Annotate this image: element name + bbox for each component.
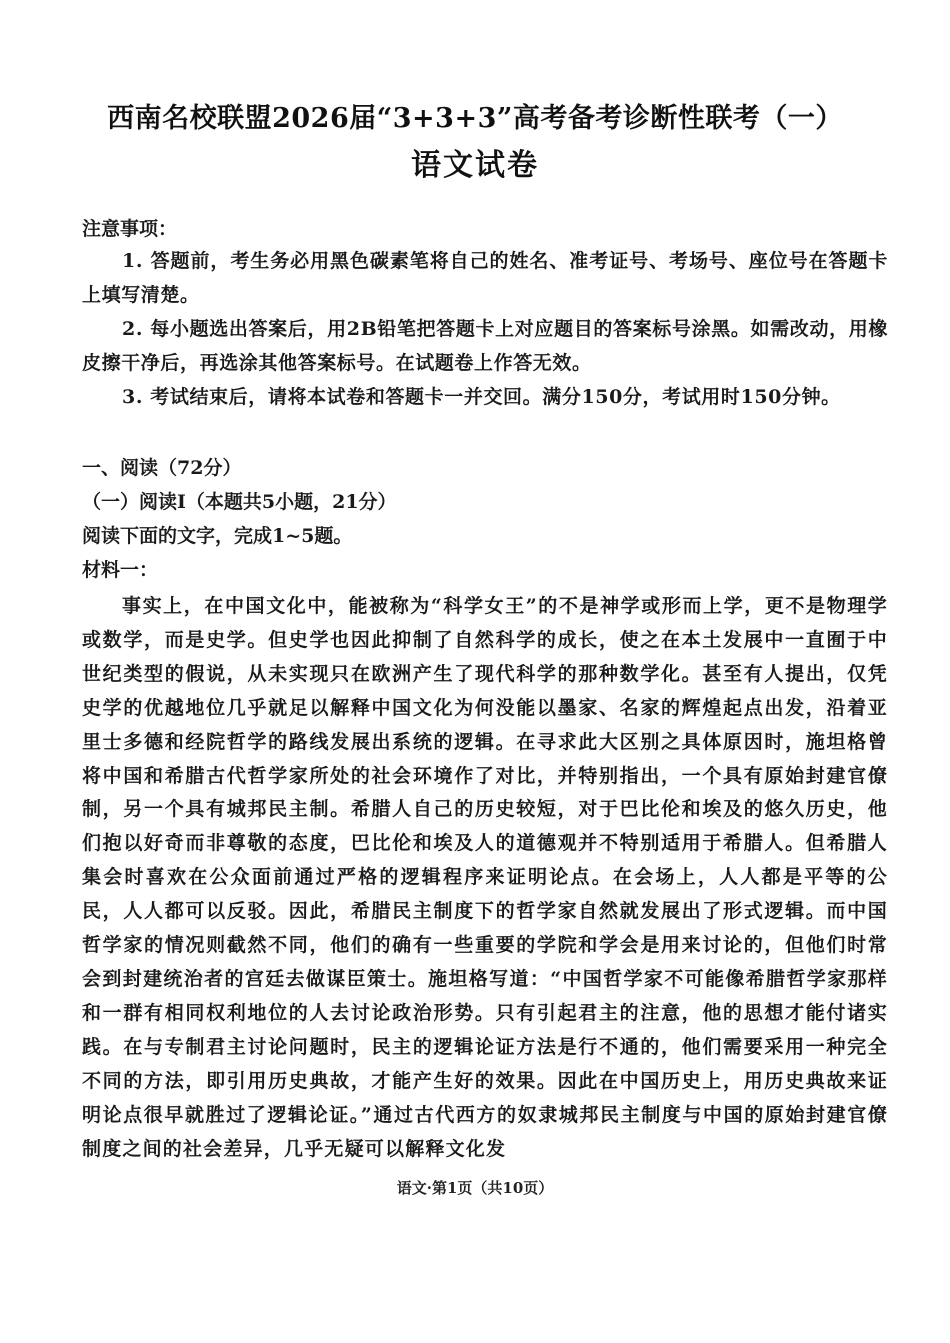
notice-item-3: 3. 考试结束后，请将本试卷和答题卡一并交回。满分150分，考试用时150分钟。 — [122, 386, 841, 408]
notice-item-1: 1. 答题前，考生务必用黑色碳素笔将自己的姓名、准考证号、考场号、座位号在答题卡上填写清楚。 — [82, 250, 888, 306]
material-passage: 事实上，在中国文化中，能被称为“科学女王”的不是神学或形而上学，更不是物理学或数学，而是史学。但史学也因此抑制了自然科学的成长，使之在本土发展中一直囿于中世纪类型的假说，从未实现只在欧洲产生了现代科学的那种数学化。甚至有人提出，仅凭史学的优越地位几乎就足以解释中国文化为何没能以墨家、名家的辉煌起点出发，沿着亚里士多德和经院哲学的路线发展出系统的逻辑。在寻求此大区别之具体原因时，施坦格曾将中国和希腊古代哲学家所处的社会环境作了对比，并特别指出，一个具有原始封建官僚制，另一个具有城邦民主制。希腊人自己的历史较短，对于巴比伦和埃及的悠久历史，他们抱以好奇而非尊敬的态度，巴比伦和埃及人的道德观并不特别适用于希腊人。但希腊人集会时喜欢在公众面前通过严格的逻辑程序来证明论点。在会场上，人人都是平等的公民，人人都可以反驳。因此，希腊民主制度下的哲学家自然就发展出了形式逻辑。而中国哲学家的情况则截然不同，他们的确有一些重要的学院和学会是用来讨论的，但他们时常会到封建统治者的宫廷去做谋臣策士。施坦格写道：“中国哲学家不可能像希腊哲学家那样和一群有相同权利地位的人去讨论政治形势。只有引起君主的注意，他的思想才能付诸实践。在与专制君主讨论问题时，民主的逻辑论证方法是行不通的，他们需要采用一种完全不同的方法，即引用历史典故，才能产生好的效果。因此在中国历史上，用历史典故来证明论点很早就胜过了逻辑论证。”通过古代西方的奴隶城邦民主制度与中国的原始封建官僚制度之间的社会差异，几乎无疑可以解释文化发 — [82, 595, 888, 1160]
section-heading: 一、阅读（72分） — [82, 457, 242, 479]
page-footer: 语文·第1页（共10页） — [396, 1179, 554, 1197]
exam-subject-title: 语文试卷 — [411, 148, 539, 183]
notice-heading: 注意事项： — [82, 218, 178, 240]
reading-instruction: 阅读下面的文字，完成1~5题。 — [82, 525, 353, 547]
exam-title: 西南名校联盟2026届“3+3+3”高考备考诊断性联考（一） — [107, 103, 843, 134]
material-label: 材料一： — [82, 559, 159, 581]
notice-item-2: 2. 每小题选出答案后，用2B铅笔把答题卡上对应题目的答案标号涂黑。如需改动，用橡皮擦干净后，再选涂其他答案标号。在试题卷上作答无效。 — [82, 318, 888, 374]
section-subheading: （一）阅读Ⅰ（本题共5小题，21分） — [82, 491, 397, 513]
